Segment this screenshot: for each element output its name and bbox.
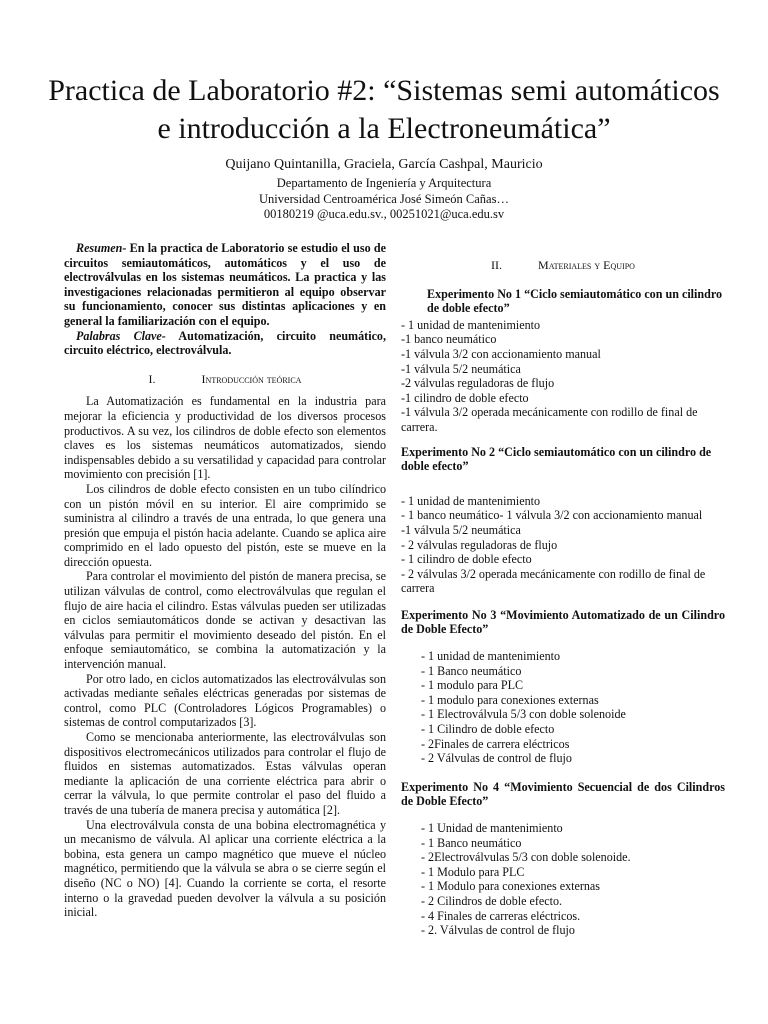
list-item: -1 válvula 5/2 neumática [401,522,521,537]
author-emails: 00180219 @uca.edu.sv., 00251021@uca.edu.sv [263,207,505,221]
list-item: - 1 Banco neumático [421,835,522,850]
list-item: - 2. Válvulas de control de flujo [421,923,575,938]
list-item: - 2Finales de carrera eléctricos [421,736,570,751]
experiment-2-list [401,494,725,596]
left-column [64,241,386,920]
list-item: - 2 Cilindros de doble efecto. [421,893,563,908]
experiment-1-title: Experimento No 1 “Ciclo semiautomático con un cilindro de doble efecto” [427,286,723,316]
section-title: Materiales y Equipo [538,258,635,272]
keywords-label: Palabras Clave- [76,328,166,343]
right-column [401,258,725,938]
experiment-4-list [401,821,725,938]
keywords-paragraph [64,329,386,358]
experiment-3-list [401,649,725,766]
list-item: - 4 Finales de carreras eléctricos. [421,908,581,923]
author-list: Quijano Quintanilla, Graciela, García Cashpal, Mauricio [225,157,543,172]
list-item: - 1 Modulo para conexiones externas [421,879,600,894]
list-item: - 2 válvulas reguladoras de flujo [401,537,558,552]
list-item: - 1 Modulo para PLC [421,864,525,879]
section-number: I. [148,371,156,386]
list-item: - 1 modulo para PLC [421,678,524,693]
paragraph: Como se mencionaba anteriormente, las electroválvulas son dispositivos electromecánicos utilizados para controlar el flujo de fluidos en sistemas automatizados. Estas válvulas operan mediante la aplicación de una corriente eléctrica para abrir o cerrar la válvula, lo que permite controlar el paso del fluido a través de una tubería de manera precisa y automática [2]. [64,730,386,817]
experiment-3-title: Experimento No 3 “Movimiento Automatizado de un Cilindro de Doble Efecto” [401,607,725,637]
list-item: - 1 unidad de mantenimiento [401,493,541,508]
list-item: - 2 Válvulas de control de flujo [421,751,572,766]
intro-body [64,394,386,919]
list-item: - 1 Banco neumático [421,663,522,678]
list-item: - 1 Cilindro de doble efecto [421,722,555,737]
department: Departamento de Ingeniería y Arquitectura [276,176,492,190]
section-number: II. [491,258,503,272]
section-title: Introducción teórica [201,371,302,386]
abstract-label: Resumen- [76,241,127,255]
list-item: - 1 cilindro de doble efecto [401,552,532,567]
paper-title: Practica de Laboratorio #2: “Sistemas semi automáticos e introducción a la Electroneumática” [48,74,720,145]
list-item: - 2 válvulas 3/2 operada mecánicamente con rodillo de final de carrera [401,566,706,596]
affiliation [40,176,728,223]
list-item: -1 válvula 3/2 con accionamiento manual [401,346,601,361]
paragraph: La Automatización es fundamental en la industria para mejorar la eficiencia y productividad de los diversos procesos productivos. A su vez, los cilindros de doble efecto son elementos claves es los sistemas neumáticos automatizados, siendo indispensables debido a su versatilidad y capacidad para controlar movimiento con precisión [1]. [64,394,386,482]
list-item: -1 banco neumático [401,332,497,347]
paragraph: Los cilindros de doble efecto consisten en un tubo cilíndrico con un pistón móvil en su interior. El aire comprimido se suministra al cilindro a través de una entrada, lo que genera una presión que empuja el pistón hacia adelante. Cuando se aplica aire comprimido en el lado opuesto del pistón, este se mueve en la dirección opuesta. [64,481,386,569]
list-item: -1 cilindro de doble efecto [401,390,529,405]
abstract [64,241,386,358]
list-item: - 1 modulo para conexiones externas [421,692,599,707]
section-heading-intro [64,372,386,387]
experiment-2-title: Experimento No 2 “Ciclo semiautomático con un cilindro de doble efecto” [401,444,712,474]
abstract-text: En la practica de Laboratorio se estudio el uso de circuitos semiautomáticos, automáticos y el uso de electroválvulas en los sistemas neumáticos. La practica y las investigaciones relacionadas permitieron al equipo observar su funcionamiento, conocer sus distintas aplicaciones y en general la familiarización con el equipo. [64,241,386,328]
list-item: -1 válvula 5/2 neumática [401,361,521,376]
experiment-4-title: Experimento No 4 “Movimiento Secuencial de dos Cilindros de Doble Efecto” [401,779,725,809]
paragraph: Para controlar el movimiento del pistón de manera precisa, se utilizan válvulas de control, como electroválvulas que regulan el flujo de aire hacia el cilindro. Estas válvulas pueden ser utilizadas en ciclos semiautomáticos donde se activan y desactivan las válvulas para permitir el movimiento deseado del pistón. En el enfoque semiautomático, se combina la automatización y la intervención manual. [64,569,386,672]
paragraph: Por otro lado, en ciclos automatizados las electroválvulas son activadas mediante señales eléctricas generadas por sistemas de control, como PLC (Controladores Lógicos Programables) o sistemas de control computarizados [3]. [64,671,386,730]
list-item: - 1 Unidad de mantenimiento [421,821,563,835]
experiment-1-list [401,318,725,435]
list-item: - 1 Electroválvula 5/3 con doble solenoide [421,707,626,722]
university: Universidad Centroamérica José Simeón Cañas… [259,191,509,206]
list-item: -1 válvula 3/2 operada mecánicamente con rodillo de final de carrera. [401,405,698,434]
paragraph: Una electroválvula consta de una bobina electromagnética y un mecanismo de válvula. Al aplicar una corriente eléctrica a la bobina, esta genera un campo magnético que mueve el núcleo magnético, permitiendo que la válvula se abra o se cierre según el diseño (NC o NO) [4]. Cuando la corriente se corta, el resorte interno o la gravedad pueden devolver la válvula a su posición inicial. [64,817,386,920]
list-item: - 2Electroválvulas 5/3 con doble solenoide. [421,850,631,865]
list-item: - 1 unidad de mantenimiento [401,317,541,332]
list-item: - 1 unidad de mantenimiento [421,649,561,664]
keywords-text: Automatización, circuito neumático, circuito eléctrico, electroválvula. [64,328,387,358]
list-item: - 1 banco neumático- 1 válvula 3/2 con accionamiento manual [401,508,703,523]
section-heading-materials [401,258,725,273]
list-item: -2 válvulas reguladoras de flujo [401,376,555,391]
abstract-paragraph [64,241,386,329]
